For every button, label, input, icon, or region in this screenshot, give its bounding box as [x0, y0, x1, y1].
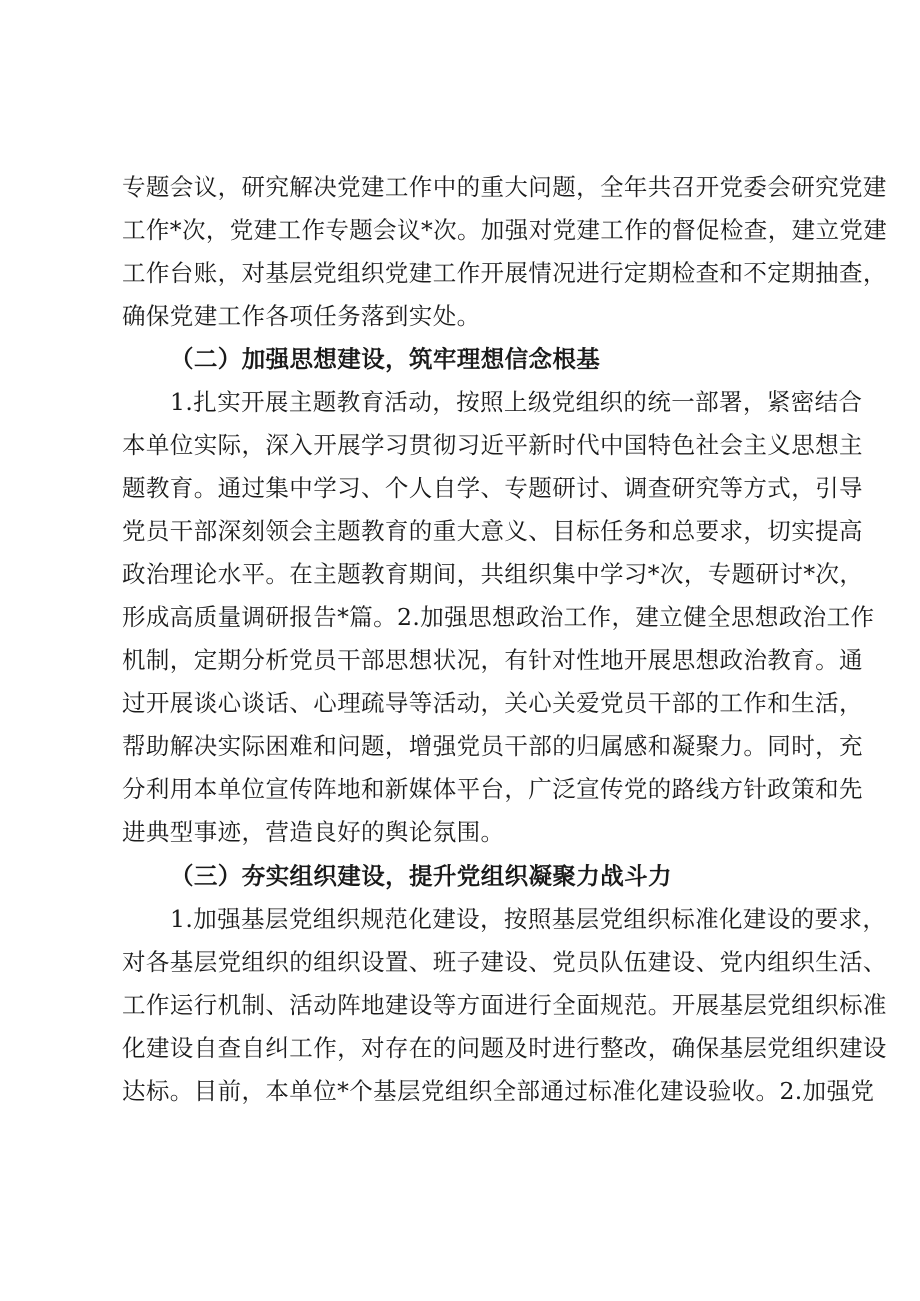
- paragraph-line: 形成高质量调研报告*篇。2.加强思想政治工作，建立健全思想政治工作: [122, 603, 875, 631]
- paragraph-line: 分利用本单位宣传阵地和新媒体平台，广泛宣传党的路线方针政策和先: [122, 775, 863, 803]
- paragraph-line: 1.扎实开展主题教育活动，按照上级党组织的统一部署，紧密结合: [170, 388, 863, 416]
- paragraph-line: 过开展谈心谈话、心理疏导等活动，关心关爱党员干部的工作和生活，: [122, 689, 863, 717]
- paragraph-line: 对各基层党组织的组织设置、班子建设、党员队伍建设、党内组织生活、: [122, 948, 887, 976]
- paragraph-line: 确保党建工作各项任务落到实处。: [122, 302, 481, 330]
- paragraph-line: 1.加强基层党组织规范化建设，按照基层党组织标准化建设的要求，: [170, 905, 887, 933]
- paragraph-line: 化建设自查自纠工作，对存在的问题及时进行整改，确保基层党组织建设: [122, 1034, 887, 1062]
- paragraph-line: 进典型事迹，营造良好的舆论氛围。: [122, 818, 505, 846]
- paragraph-line: 达标。目前，本单位*个基层党组织全部通过标准化建设验收。2.加强党: [122, 1077, 875, 1105]
- section-heading: （二）加强思想建设，筑牢理想信念根基: [170, 345, 601, 373]
- paragraph-line: 本单位实际，深入开展学习贯彻习近平新时代中国特色社会主义思想主: [122, 431, 863, 459]
- paragraph-line: 党员干部深刻领会主题教育的重大意义、目标任务和总要求，切实提高: [122, 517, 863, 545]
- paragraph-line: 政治理论水平。在主题教育期间，共组织集中学习*次，专题研讨*次，: [122, 560, 864, 588]
- paragraph-line: 工作台账，对基层党组织党建工作开展情况进行定期检查和不定期抽查，: [122, 259, 887, 287]
- paragraph-line: 帮助解决实际困难和问题，增强党员干部的归属感和凝聚力。同时，充: [122, 732, 863, 760]
- paragraph-line: 工作运行机制、活动阵地建设等方面进行全面规范。开展基层党组织标准: [122, 991, 887, 1019]
- paragraph-line: 题教育。通过集中学习、个人自学、专题研讨、调查研究等方式，引导: [122, 474, 863, 502]
- paragraph-line: 专题会议，研究解决党建工作中的重大问题，全年共召开党委会研究党建: [122, 173, 887, 201]
- paragraph-line: 工作*次，党建工作专题会议*次。加强对党建工作的督促检查，建立党建: [122, 216, 888, 244]
- section-heading: （三）夯实组织建设，提升党组织凝聚力战斗力: [170, 862, 672, 890]
- paragraph-line: 机制，定期分析党员干部思想状况，有针对性地开展思想政治教育。通: [122, 646, 863, 674]
